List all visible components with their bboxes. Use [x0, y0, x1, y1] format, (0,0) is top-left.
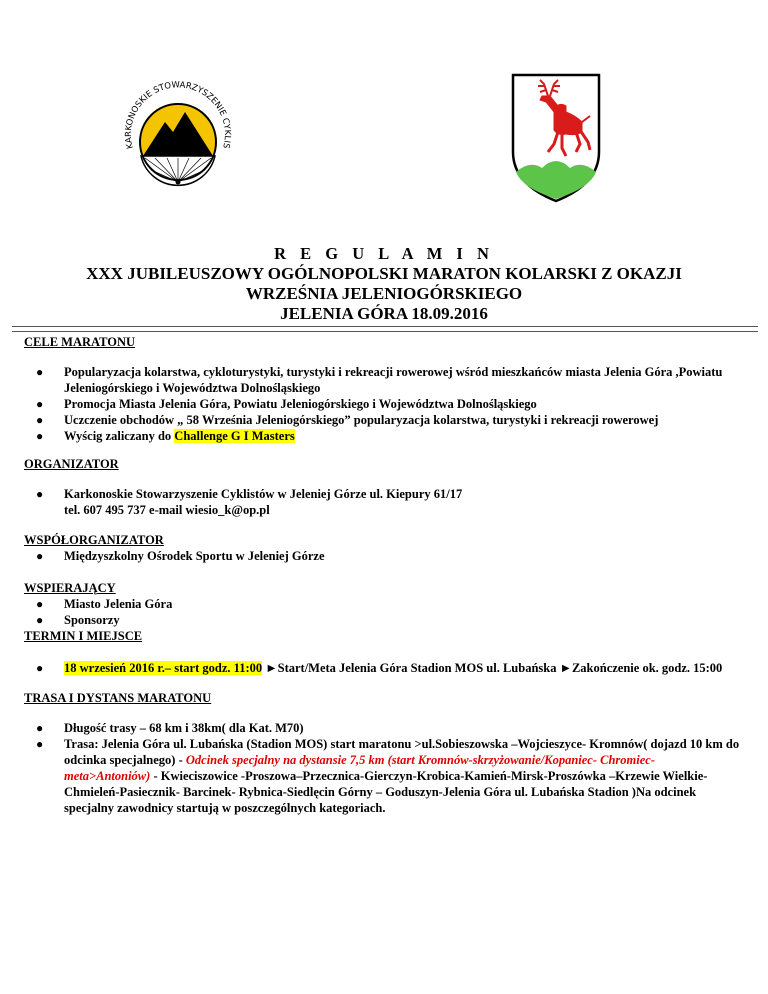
- heading-wspierajacy: WSPIERAJĄCY: [24, 581, 116, 595]
- document-body: [24, 334, 744, 816]
- wspierajacy-item: Miasto Jelenia Góra: [64, 597, 173, 611]
- list-item: [24, 486, 744, 518]
- trasa-route-text: Trasa: Jelenia Góra ul. Lubańska (Stadion MOS) start maratonu >ul.Sobieszowska –Wojcieszyce- Kromnów( dojazd 10 km do odcinka specjalnego) -: [64, 737, 740, 767]
- heading-termin: TERMIN I MIEJSCE: [24, 629, 143, 643]
- bullet-icon: ●: [36, 487, 44, 501]
- wspierajacy-list: [24, 596, 744, 628]
- club-logo: [113, 70, 243, 200]
- list-item: [24, 612, 744, 628]
- wspolorganizator-item: Międzyszkolny Ośrodek Sportu w Jeleniej Górze: [64, 549, 325, 563]
- cele-item-text: Uczczenie obchodów „ 58 Września Jeleniogórskiego” popularyzacja kolarstwa, turystyki i rekreacji rowerowej: [64, 413, 659, 427]
- double-separator: [12, 326, 758, 332]
- bullet-icon: ●: [36, 613, 44, 627]
- cele-item-text: Wyścig zaliczany do: [64, 429, 175, 443]
- termin-list: [24, 660, 744, 676]
- title-line-2: WRZEŚNIA JELENIOGÓRSKIEGO: [245, 284, 523, 303]
- title-line-3: JELENIA GÓRA 18.09.2016: [280, 304, 488, 323]
- document-title: R E G U L A M I N: [274, 244, 494, 263]
- bullet-icon: ●: [36, 597, 44, 611]
- challenge-highlight: Challenge G I Masters: [174, 429, 295, 443]
- list-item: [24, 596, 744, 612]
- organizator-list: [24, 486, 744, 518]
- trasa-route-continued: - Kwieciszowice -Proszowa–Przecznica-Gierczyn-Krobica-Kamień-Mirsk-Proszówka –Krzewie Wielkie-Chmieleń-Pasiecznik- Barcinek- Rybnica-Siedlęcin Górny – Goduszyn-Jelenia Góra ul. Lubańska Stadion )Na odcinek specjalny zawodnicy startują w poszczególnych kategoriach.: [64, 769, 708, 815]
- organizator-name: Karkonoskie Stowarzyszenie Cyklistów w Jeleniej Górze ul. Kiepury 61/17: [64, 487, 463, 501]
- bullet-icon: ●: [36, 365, 44, 379]
- list-item: [24, 720, 744, 736]
- list-item: [24, 428, 744, 444]
- special-stage-text: Odcinek specjalny na dystansie 7,5 km (start Kromnów-skrzyżowanie/Kopaniec- Chromiec- meta>Antoniów): [64, 753, 655, 783]
- bullet-icon: ●: [36, 661, 44, 675]
- cele-list: [24, 364, 744, 444]
- list-item: [24, 364, 744, 396]
- logo-ring-text: KARKONOSKIE STOWARZYSZENIE CYKLIS: [123, 80, 233, 150]
- wspolorganizator-list: [24, 548, 744, 564]
- bullet-icon: ●: [36, 429, 44, 443]
- heading-wspolorganizator: WSPÓŁORGANIZATOR: [24, 533, 164, 547]
- bullet-icon: ●: [36, 549, 44, 563]
- title-line-1: XXX JUBILEUSZOWY OGÓLNOPOLSKI MARATON KOLARSKI Z OKAZJI: [86, 264, 682, 283]
- list-item: [24, 660, 744, 676]
- list-item: [24, 412, 744, 428]
- heading-organizator: ORGANIZATOR: [24, 457, 119, 471]
- heading-trasa: TRASA I DYSTANS MARATONU: [24, 691, 212, 705]
- bullet-icon: ●: [36, 413, 44, 427]
- list-item: [24, 736, 744, 816]
- title-block: [0, 244, 768, 324]
- heading-cele: CELE MARATONU: [24, 335, 136, 349]
- bullet-icon: ●: [36, 737, 44, 751]
- trasa-list: [24, 720, 744, 816]
- list-item: [24, 396, 744, 412]
- trasa-length: Długość trasy – 68 km i 38km( dla Kat. M70): [64, 721, 304, 735]
- organizator-contact: tel. 607 495 737 e-mail wiesio_k@op.pl: [64, 503, 270, 517]
- cele-item-text: Popularyzacja kolarstwa, cykloturystyki, turystyki i rekreacji rowerowej wśród mieszkańców miasta Jelenia Góra ,Powiatu Jeleniogórskiego i Województwa Dolnośląskiego: [64, 365, 723, 395]
- bullet-icon: ●: [36, 721, 44, 735]
- date-highlight: 18 wrzesień 2016 r.– start godz. 11:00: [64, 661, 263, 675]
- city-coat-of-arms: [510, 72, 602, 204]
- wspierajacy-item: Sponsorzy: [64, 613, 120, 627]
- termin-details: ►Start/Meta Jelenia Góra Stadion MOS ul. Lubańska ►Zakończenie ok. godz. 15:00: [262, 661, 723, 675]
- list-item: [24, 548, 744, 564]
- cele-item-text: Promocja Miasta Jelenia Góra, Powiatu Jeleniogórskiego i Województwa Dolnośląskiego: [64, 397, 537, 411]
- bullet-icon: ●: [36, 397, 44, 411]
